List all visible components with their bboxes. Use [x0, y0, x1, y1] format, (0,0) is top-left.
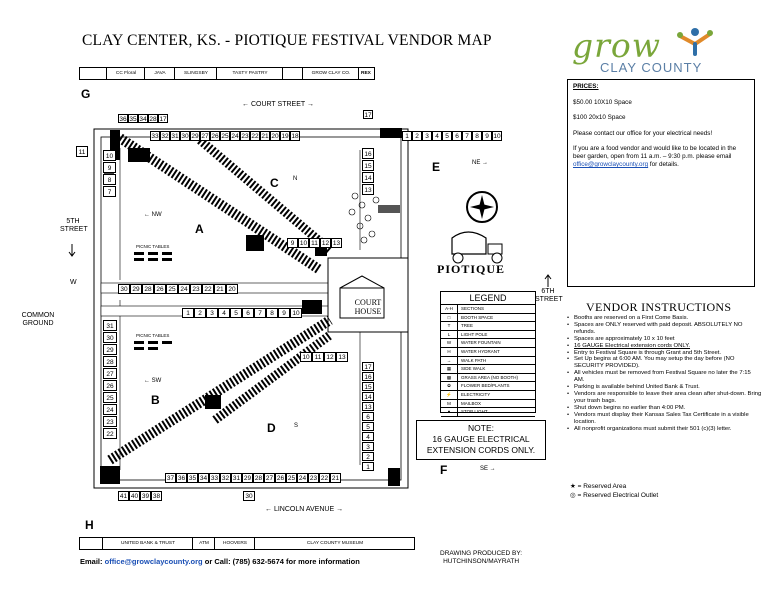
- legend-text: GRASS AREA (NO BOOTH): [461, 374, 519, 380]
- legend-row: [441, 391, 535, 400]
- booth-court_row-31: 31: [171, 133, 179, 140]
- booth-b_col-23: 23: [103, 416, 117, 427]
- footer-contact: Email: office@growclaycounty.org or Call: (785) 632-5674 for more information: [80, 557, 360, 566]
- booth-lincoln_row-28: 28: [254, 475, 263, 482]
- section-e-label: E: [432, 160, 441, 174]
- booth-court_row-32: 32: [161, 133, 169, 140]
- legend-text: FLOWER BED/PLANTS: [461, 383, 510, 389]
- booth-c_row-11: 11: [309, 238, 320, 248]
- instruction-item: • 16 GAUGE Electrical extension cords ONLY.: [566, 343, 762, 350]
- legend-row: [441, 348, 535, 357]
- prices-heading: PRICES:: [573, 83, 599, 90]
- section-d-label: D: [267, 421, 276, 435]
- booth-e_row-10: 10: [493, 133, 501, 140]
- drawing-credit: DRAWING PRODUCED BY: HUTCHINSON/MAYRATH: [440, 550, 523, 565]
- booth-court_row-20: 20: [271, 133, 279, 140]
- instruction-item: • Entry to Festival Square is through Grant and 5th Street.: [566, 350, 762, 357]
- booth-a_row-2: 2: [194, 308, 206, 318]
- booth-a_row-4: 4: [218, 308, 230, 318]
- united-bank-label: UNITED BANK & TRUST: [102, 538, 193, 549]
- booth-court_row-27: 27: [201, 133, 209, 140]
- legend-symbol: L: [441, 331, 458, 339]
- booth-d_row-10: 10: [300, 352, 312, 362]
- booth-court_row-30: 30: [181, 133, 189, 140]
- instruction-item: • Spaces are ONLY reserved with paid deposit. ABSOLUTELY NO refunds.: [566, 322, 762, 336]
- booth-w_row-28: 28: [142, 284, 154, 294]
- instruction-item: • Vendors are responsible to leave their area clean after shut-down. Bring your trash bags.: [566, 391, 762, 405]
- courthouse-label: COURT HOUSE: [354, 298, 382, 316]
- booth-d_row-11: 11: [312, 352, 324, 362]
- legend-symbol: ▩: [441, 374, 458, 382]
- picnic-label-a: PICNIC TABLES: [136, 244, 170, 249]
- museum-label: CLAY COUNTY MUSEUM: [254, 538, 415, 549]
- booth-d_col-15: 15: [362, 382, 374, 391]
- booth-e_row-8: 8: [472, 131, 482, 141]
- booth-a_row-10: 10: [290, 308, 302, 318]
- booth-court_row-29: 29: [191, 133, 199, 140]
- common-ground-label: COMMON GROUND: [21, 312, 55, 327]
- booth-d_col-13: 13: [362, 402, 374, 411]
- booth-b_col-31: 31: [103, 320, 117, 331]
- booth-lincoln_row-31: 31: [232, 475, 241, 482]
- booth-e_row-6: 6: [452, 131, 462, 141]
- prices-box: [567, 79, 755, 287]
- legend-symbol: ●: [441, 408, 458, 416]
- piotique-logo-text: PIOTIQUE: [437, 262, 506, 276]
- legend-row: [441, 322, 535, 331]
- booth-court_row-23: 23: [241, 133, 249, 140]
- booth-court_row-26: 26: [211, 133, 219, 140]
- booth-e_row-4: 4: [432, 131, 442, 141]
- booth-top_row-28: 28: [149, 116, 157, 123]
- vendor-slingsby: SLINGSBY: [174, 68, 217, 79]
- booth-w_row-23: 23: [190, 284, 202, 294]
- legend-symbol: ✿: [441, 382, 458, 390]
- compass-icon: [467, 192, 497, 222]
- legend-text: WATER HYDRANT: [461, 348, 500, 354]
- booth-lincoln_row-29: 29: [243, 475, 252, 482]
- booth-lincoln_row-35: 35: [188, 475, 197, 482]
- section-f-label: F: [440, 463, 448, 477]
- booth-bottom_left-41: 41: [119, 493, 128, 500]
- booth-top_row-35: 35: [129, 116, 137, 123]
- booth-w_row-20: 20: [226, 284, 238, 294]
- booth-bottom_left-39: 39: [141, 493, 150, 500]
- booth-left_top-11: 11: [76, 146, 88, 157]
- booth-right_col-16: 16: [362, 148, 374, 159]
- booth-d_col-2: 2: [362, 452, 374, 461]
- booth-court_row-25: 25: [221, 133, 229, 140]
- court-street-label: ← COURT STREET →: [242, 101, 314, 108]
- instruction-item: • Set Up begins at 6:00 AM. You may setup the day before (NO SECURITY PROVIDED).: [566, 356, 762, 370]
- booth-a_row-3: 3: [206, 308, 218, 318]
- people-logo-icon: [676, 26, 714, 56]
- booth-w_row-21: 21: [214, 284, 226, 294]
- booth-court_row-21: 21: [261, 133, 269, 140]
- booth-bottom_left-40: 40: [130, 493, 139, 500]
- legend-text: ELECTRICITY: [461, 391, 491, 397]
- booth-a_row-7: 7: [254, 308, 266, 318]
- flower-beds: [349, 193, 379, 243]
- legend-symbol: ▦: [441, 365, 458, 373]
- legend-text: WATER FOUNTAIN: [461, 340, 501, 346]
- booth-e_row-1: 1: [402, 131, 412, 141]
- booth-a_row-8: 8: [266, 308, 278, 318]
- booth-b_col-25: 25: [103, 392, 117, 403]
- booth-court_row-24: 24: [231, 133, 239, 140]
- picnic-tables-b: [134, 341, 172, 350]
- instruction-item: • Booths are reserved on a First Come Basis.: [566, 315, 762, 322]
- fifth-street-label: 5TH STREET: [60, 218, 88, 233]
- booth-lincoln_row-34: 34: [199, 475, 208, 482]
- legend-title: LEGEND: [441, 292, 535, 305]
- instruction-item: • Vendors must display their Kansas Sales Tax Certificate in a visible location.: [566, 412, 762, 426]
- note-box: NOTE: 16 GAUGE ELECTRICAL EXTENSION CORDS ONLY.: [416, 420, 546, 460]
- legend-row: [441, 331, 535, 340]
- booth-right_col-15: 15: [362, 160, 374, 171]
- booth-d_row-12: 12: [324, 352, 336, 362]
- vendor-java: JAVA: [144, 68, 175, 79]
- booth-w_row-24: 24: [178, 284, 190, 294]
- legend-text: BOOTH SPACE: [461, 314, 494, 320]
- instruction-item: • Parking is available behind United Bank & Trust.: [566, 384, 762, 391]
- booth-top_row-36: 36: [119, 116, 127, 123]
- sixth-street-label: 6TH STREET: [535, 288, 563, 303]
- booth-left_col-8: 8: [103, 174, 116, 185]
- booth-a_row-9: 9: [278, 308, 290, 318]
- lincoln-avenue-label: ← LINCOLN AVENUE →: [265, 506, 344, 513]
- booth-d_col-1: 1: [362, 462, 374, 471]
- vendor-rex: REX: [358, 68, 377, 79]
- nw-label: ← NW: [144, 212, 162, 218]
- legend-row: [441, 357, 535, 366]
- legend-row: [441, 339, 535, 348]
- booth-lincoln_row-24: 24: [298, 475, 307, 482]
- section-a-label: A: [195, 222, 204, 236]
- booth-bottom_left-38: 38: [152, 493, 161, 500]
- section-h-label: H: [85, 518, 94, 532]
- booth-e_row-3: 3: [422, 131, 432, 141]
- booth-c_row-9: 9: [287, 238, 298, 248]
- booth-b_col-26: 26: [103, 380, 117, 391]
- legend-symbol: →: [441, 357, 458, 365]
- page-title: CLAY CENTER, KS. - PIOTIQUE FESTIVAL VENDOR MAP: [82, 32, 492, 49]
- booth-lincoln_row-27: 27: [265, 475, 274, 482]
- ne-label: NE →: [472, 160, 489, 166]
- clay-county-logo-text: CLAY COUNTY: [600, 60, 703, 75]
- north-label: N: [293, 176, 298, 182]
- footer-email-link[interactable]: office@growclaycounty.org: [104, 557, 203, 566]
- booth-top_row-17: 17: [159, 116, 167, 123]
- booth-lincoln_row-22: 22: [320, 475, 329, 482]
- booth-b_col-30: 30: [103, 332, 117, 343]
- booth-lincoln_row-36: 36: [177, 475, 186, 482]
- booth-lincoln_row-32: 32: [221, 475, 230, 482]
- legend-symbol: H: [441, 348, 458, 356]
- legend-text: MAILBOX: [461, 400, 482, 406]
- legend-symbol: W: [441, 339, 458, 347]
- reserved-legend: ★ = Reserved Area ◎ = Reserved Electrical Outlet: [570, 483, 659, 499]
- star-icon: ★: [570, 483, 576, 490]
- booth-w_row-22: 22: [202, 284, 214, 294]
- booth-left_col-9: 9: [103, 162, 116, 173]
- booth-d_col-6: 6: [362, 412, 374, 421]
- booth-e_row-7: 7: [462, 131, 472, 141]
- booth-lincoln_row-33: 33: [210, 475, 219, 482]
- bottom-places-bar: [79, 537, 415, 550]
- booth-d_col-3: 3: [362, 442, 374, 451]
- booth-w_row-29: 29: [130, 284, 142, 294]
- legend-row: [441, 305, 535, 314]
- legend-symbol: ⚡: [441, 391, 458, 399]
- booth-c_row-12: 12: [321, 240, 330, 247]
- booth-left_col-10: 10: [103, 150, 116, 161]
- booth-lincoln_row-37: 37: [166, 475, 175, 482]
- legend-text: WALK PATH: [461, 357, 487, 363]
- south-label: S: [294, 423, 299, 429]
- instruction-item: • Shut down begins no earlier than 4:00 PM.: [566, 405, 762, 412]
- legend-symbol: M: [441, 400, 458, 408]
- vendor-cc-floral: CC Floral: [106, 68, 145, 79]
- booth-right_col-13: 13: [362, 184, 374, 195]
- booth-lincoln_row-21: 21: [331, 475, 340, 482]
- booth-c_row-10: 10: [299, 240, 308, 247]
- instruction-item: • All nonprofit organizations must submit their 501 (c)(3) letter.: [566, 426, 762, 433]
- booth-d_col-16: 16: [362, 372, 374, 381]
- booth-lincoln_row-25: 25: [287, 475, 296, 482]
- section-b-label: B: [151, 393, 160, 407]
- booth-e_row-2: 2: [412, 131, 422, 141]
- grow-logo: grow: [572, 26, 662, 65]
- instruction-item: • Spaces are approximately 10 x 10 feet: [566, 336, 762, 343]
- section-c-label: C: [270, 176, 279, 190]
- booth-b_col-22: 22: [103, 428, 117, 439]
- booth-a_row-5: 5: [230, 308, 242, 318]
- booth-d_top-17: 17: [364, 112, 372, 119]
- booth-d_col-17: 17: [362, 362, 374, 371]
- legend-row: [441, 382, 535, 391]
- price-10x10: $50.00 10X10 Space: [573, 99, 632, 107]
- booth-w_row-30: 30: [118, 284, 130, 294]
- beer-garden-note: If you are a food vendor and would like to be located in the beer garden, open from 11 a.m. – 9:30 p.m. please email office@growclaycounty.org for details.: [573, 144, 737, 169]
- section-g-label: G: [81, 87, 91, 101]
- legend-text: SECTIONS: [461, 306, 485, 311]
- legend-row: [441, 400, 535, 409]
- legend-symbol: T: [441, 322, 458, 330]
- legend-text: STOP LIGHT: [461, 409, 488, 415]
- legend-text: SIDE WALK: [461, 366, 486, 372]
- booth-bottom_mid-30: 30: [243, 491, 255, 501]
- west-label: W: [70, 279, 77, 286]
- booth-a_row-6: 6: [242, 308, 254, 318]
- se-label: SE →: [480, 466, 496, 472]
- sw-label: ← SW: [144, 378, 162, 384]
- outlet-icon: ◎: [570, 492, 576, 499]
- booth-b_col-24: 24: [103, 404, 117, 415]
- picnic-tables-a: [134, 252, 172, 261]
- booth-lincoln_row-23: 23: [309, 475, 318, 482]
- picnic-label-b: PICNIC TABLES: [136, 333, 170, 338]
- vendor-grow-clay: GROW CLAY CO.: [302, 68, 359, 79]
- booth-left_col-7: 7: [103, 186, 116, 197]
- booth-right_col-14: 14: [362, 172, 374, 183]
- booth-e_row-5: 5: [442, 131, 452, 141]
- booth-top_row-34: 34: [139, 116, 147, 123]
- booth-b_col-27: 27: [103, 368, 117, 379]
- booth-e_row-9: 9: [482, 131, 492, 141]
- booth-court_row-19: 19: [281, 133, 289, 140]
- atm-label: ATM: [192, 538, 215, 549]
- booth-w_row-26: 26: [154, 284, 166, 294]
- legend-row: [441, 314, 535, 323]
- piotique-wagon-logo: [452, 232, 502, 263]
- legend-row: [441, 365, 535, 374]
- instruction-item: • All vehicles must be removed from Festival Square no later the 7:15 AM.: [566, 370, 762, 384]
- booth-d_col-14: 14: [362, 392, 374, 401]
- booth-court_row-22: 22: [251, 133, 259, 140]
- vendor-tasty-pastry: TASTY PASTRY: [216, 68, 283, 79]
- hoovers-label: HOOVERS: [214, 538, 255, 549]
- booth-w_row-25: 25: [166, 284, 178, 294]
- price-20x10: $100 20x10 Space: [573, 114, 626, 122]
- booth-c_row-13: 13: [332, 240, 341, 247]
- legend-symbol: A-H: [441, 305, 458, 313]
- booth-d_col-4: 4: [362, 432, 374, 441]
- booth-b_col-28: 28: [103, 356, 117, 367]
- legend-row: [441, 374, 535, 383]
- legend-text: LIGHT POLE: [461, 331, 488, 337]
- booth-d_row-13: 13: [336, 352, 348, 362]
- booth-a_row-1: 1: [182, 308, 194, 318]
- electrical-note: Please contact our office for your electrical needs!: [573, 129, 713, 137]
- booth-court_row-33: 33: [151, 133, 159, 140]
- vendor-instructions-list: [566, 315, 762, 432]
- legend-box: [440, 291, 536, 413]
- vendor-instructions-title: VENDOR INSTRUCTIONS: [586, 300, 732, 314]
- legend-symbol: □: [441, 314, 458, 322]
- booth-b_col-29: 29: [103, 344, 117, 355]
- booth-lincoln_row-26: 26: [276, 475, 285, 482]
- booth-d_col-5: 5: [362, 422, 374, 431]
- legend-text: TREE: [461, 323, 474, 329]
- booth-court_row-18: 18: [291, 133, 299, 140]
- legend-row: [441, 408, 535, 417]
- prices-email-link[interactable]: office@growclaycounty.org: [573, 161, 649, 169]
